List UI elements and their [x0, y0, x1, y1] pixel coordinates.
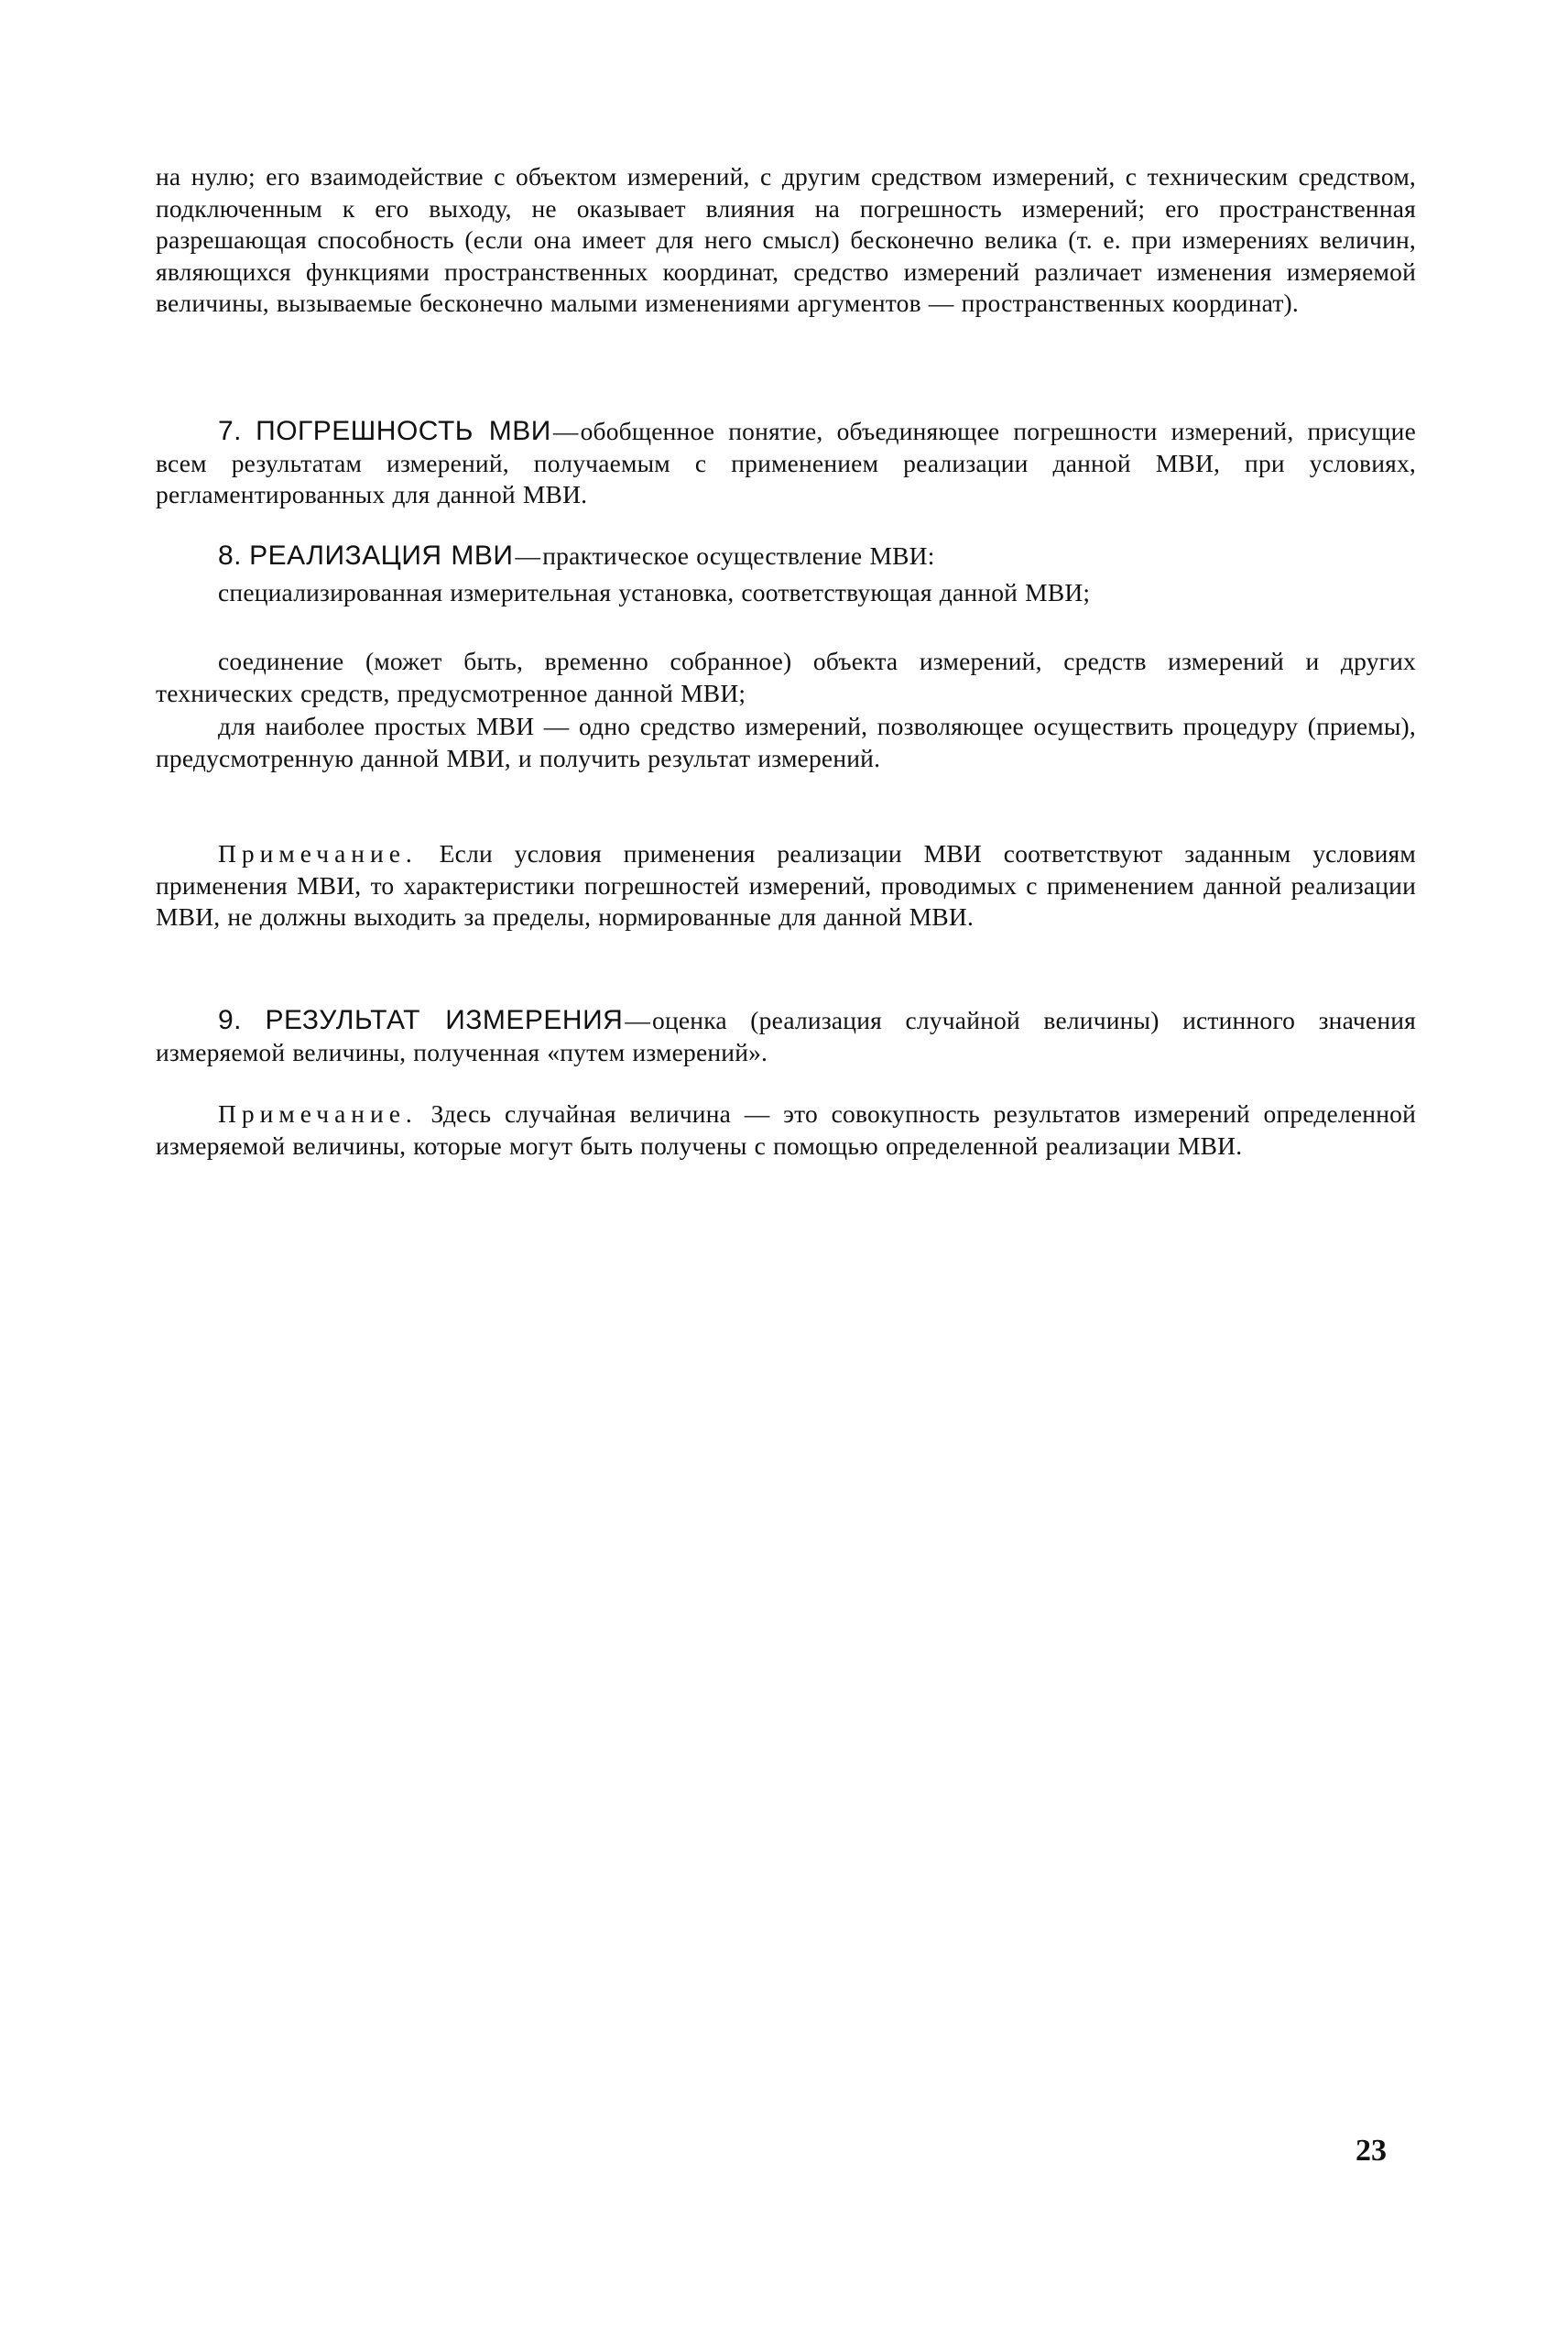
em-dash: — [625, 1006, 651, 1034]
list-item-text: соединение (может быть, временно собранное) объекта измерений, средств измерений и других технических средств, предусмотренное данной МВИ; [156, 647, 1416, 707]
term-heading: ПОГРЕШНОСТЬ МВИ [256, 416, 551, 446]
term-heading: РЕАЛИЗАЦИЯ МВИ [249, 541, 514, 571]
term-heading: РЕЗУЛЬТАТ ИЗМЕРЕНИЯ [265, 1005, 624, 1035]
definition-paragraph [156, 1005, 1416, 1068]
section-9-note [156, 1098, 1416, 1162]
note-text: Здесь случайная величина — это совокупность результатов измерений определенной измеряемой величины, которые могут быть получены с помощью определенной реализации МВИ. [156, 1099, 1416, 1160]
section-8-list-item [156, 646, 1416, 709]
section-8-note [156, 838, 1416, 934]
note-label: Примечание. [218, 839, 418, 868]
section-8-realizatsiya-mvi [156, 541, 1416, 573]
note-text: Если условия применения реализации МВИ соответствуют заданным условиям применения МВИ, то характеристики погрешностей измерений, проводимых с применением данной реализации МВИ, не должны выходить за пределы, нормированные для данной МВИ. [156, 839, 1417, 932]
definition-text: оценка (реализация случайной величины) истинного значения измеряемой величины, полученная «путем измерений». [156, 1006, 1417, 1066]
note-paragraph [156, 1098, 1416, 1162]
em-dash: — [552, 417, 579, 445]
section-8-list-item [156, 577, 1416, 609]
definition-paragraph [156, 541, 1416, 573]
definition-text: обобщенное понятие, объединяющее погрешности измерений, присущие всем результатам измерений, получаемым с применением реализации данной МВИ, при условиях, регламентированных для данной МВИ. [156, 417, 1416, 509]
section-number: 8. [218, 541, 243, 571]
definition-text: практическое осуществление МВИ: [542, 541, 935, 570]
section-number: 9. [218, 1005, 243, 1035]
section-8-list-item [156, 711, 1416, 774]
page-number: 23 [1356, 2134, 1387, 2168]
definition-paragraph [156, 416, 1416, 511]
list-item-text: для наиболее простых МВИ — одно средство измерений, позволяющее осуществить процедуру (приемы), предусмотренную данной МВИ, и получить результат измерений. [156, 712, 1416, 772]
continuation-paragraph [156, 161, 1416, 320]
section-number: 7. [218, 416, 243, 446]
section-9-rezultat-izmereniya [156, 1005, 1416, 1068]
note-paragraph [156, 838, 1416, 934]
em-dash: — [515, 541, 541, 570]
section-7-pogreshnost-mvi [156, 416, 1416, 511]
paragraph-text: на нулю; его взаимодействие с объектом измерений, с другим средством измерений, с техническим средством, подключенным к его выходу, не оказывает влияния на погрешность измерений; его пространственная разрешающая способность (если она имеет для него смысл) бесконечно велика (т. е. при измерениях величин, являющихся функциями пространственных координат, средство измерений различает изменения измеряемой величины, вызываемые бесконечно малыми изменениями аргументов — пространственных координат). [156, 162, 1416, 318]
list-item-text: специализированная измерительная установка, соответствующая данной МВИ; [218, 578, 1091, 606]
note-label: Примечание. [218, 1099, 418, 1128]
